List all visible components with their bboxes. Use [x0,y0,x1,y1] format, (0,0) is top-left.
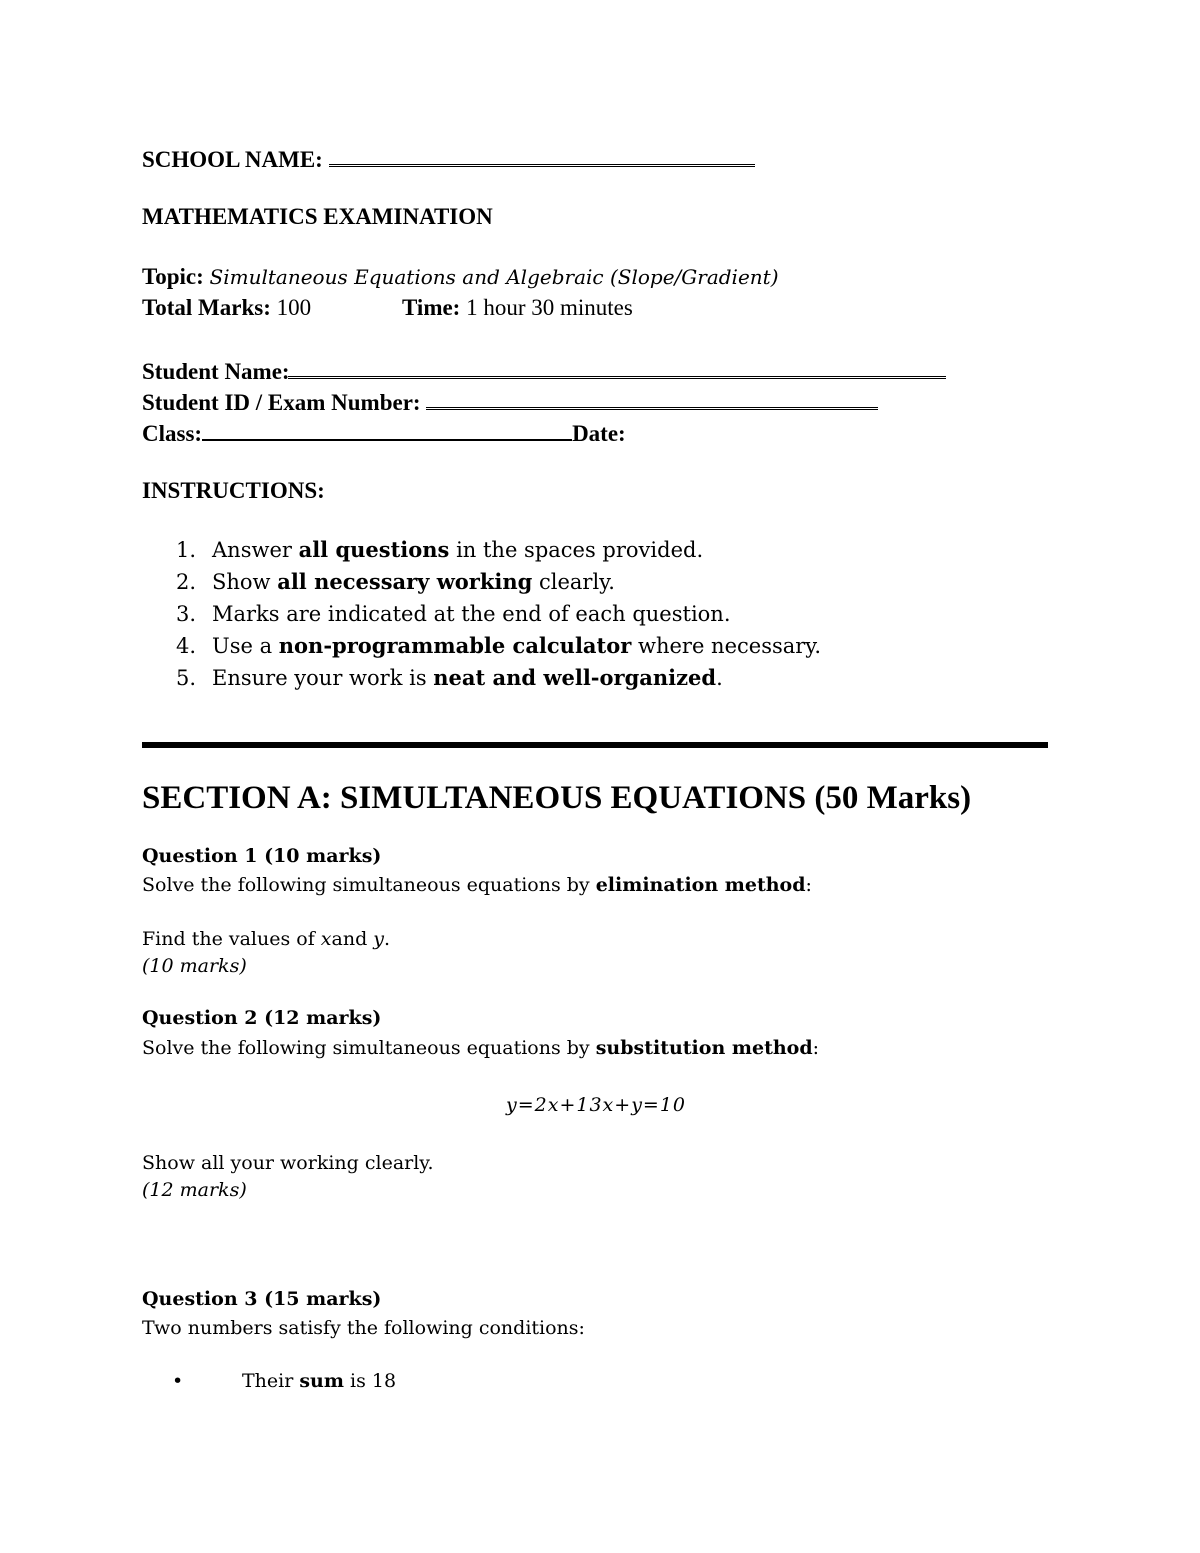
section-divider [142,742,1048,748]
topic-label: Topic: [142,264,204,289]
topic-value: Simultaneous Equations and Algebraic (Slope/Gradient) [209,265,779,289]
question-1-marks: (10 marks) [142,955,247,977]
student-id-field[interactable] [426,385,878,410]
school-name-field[interactable] [329,144,755,167]
instruction-item: 3. Marks are indicated at the end of each question. [176,602,731,626]
question-1-text: Solve the following simultaneous equations by elimination method: [142,874,812,896]
question-2-text: Solve the following simultaneous equations by substitution method: [142,1037,820,1059]
question-1-heading: Question 1 (10 marks) [142,845,382,867]
student-id-label: Student ID / Exam Number: [142,390,421,415]
marks-row [142,294,311,322]
instructions-list [168,534,821,694]
instruction-item: 5. Ensure your work is neat and well-organized. [176,665,723,690]
question-3-heading: Question 3 (15 marks) [142,1288,382,1310]
student-name-row [142,354,946,386]
bullet-icon: • [172,1370,184,1392]
question-2-heading: Question 2 (12 marks) [142,1007,382,1029]
question-2-equation: y=2x+13x+y=10 [506,1094,687,1116]
total-marks-label: Total Marks: [142,295,271,320]
date-label: Date: [572,421,626,446]
school-name-row [142,144,755,174]
question-2-marks: (12 marks) [142,1179,247,1201]
instruction-item: 1. Answer all questions in the spaces provided. [176,537,704,562]
question-3-text: Two numbers satisfy the following conditions: [142,1317,585,1339]
school-name-label: SCHOOL NAME: [142,147,323,172]
question-1-find: Find the values of xand y. [142,928,391,950]
topic-row [142,263,779,291]
student-name-field[interactable] [288,354,946,379]
time-label: Time: [402,295,461,320]
time-value: 1 hour 30 minutes [466,295,633,320]
exam-title: MATHEMATICS EXAMINATION [142,204,493,229]
instruction-item: 2. Show all necessary working clearly. [176,569,615,594]
question-2-show: Show all your working clearly. [142,1152,434,1174]
student-id-row [142,385,878,417]
question-3-bullet: • Their sum is 18 [172,1370,397,1392]
class-label: Class: [142,421,203,446]
time-row [402,294,633,322]
section-a-title: SECTION A: SIMULTANEOUS EQUATIONS (50 Marks) [142,780,972,816]
student-name-label: Student Name: [142,359,290,384]
class-date-row [142,417,626,448]
instruction-item: 4. Use a non-programmable calculator where necessary. [176,633,822,658]
total-marks-value: 100 [276,295,312,320]
class-field[interactable] [202,417,572,441]
instructions-heading: INSTRUCTIONS: [142,478,325,503]
